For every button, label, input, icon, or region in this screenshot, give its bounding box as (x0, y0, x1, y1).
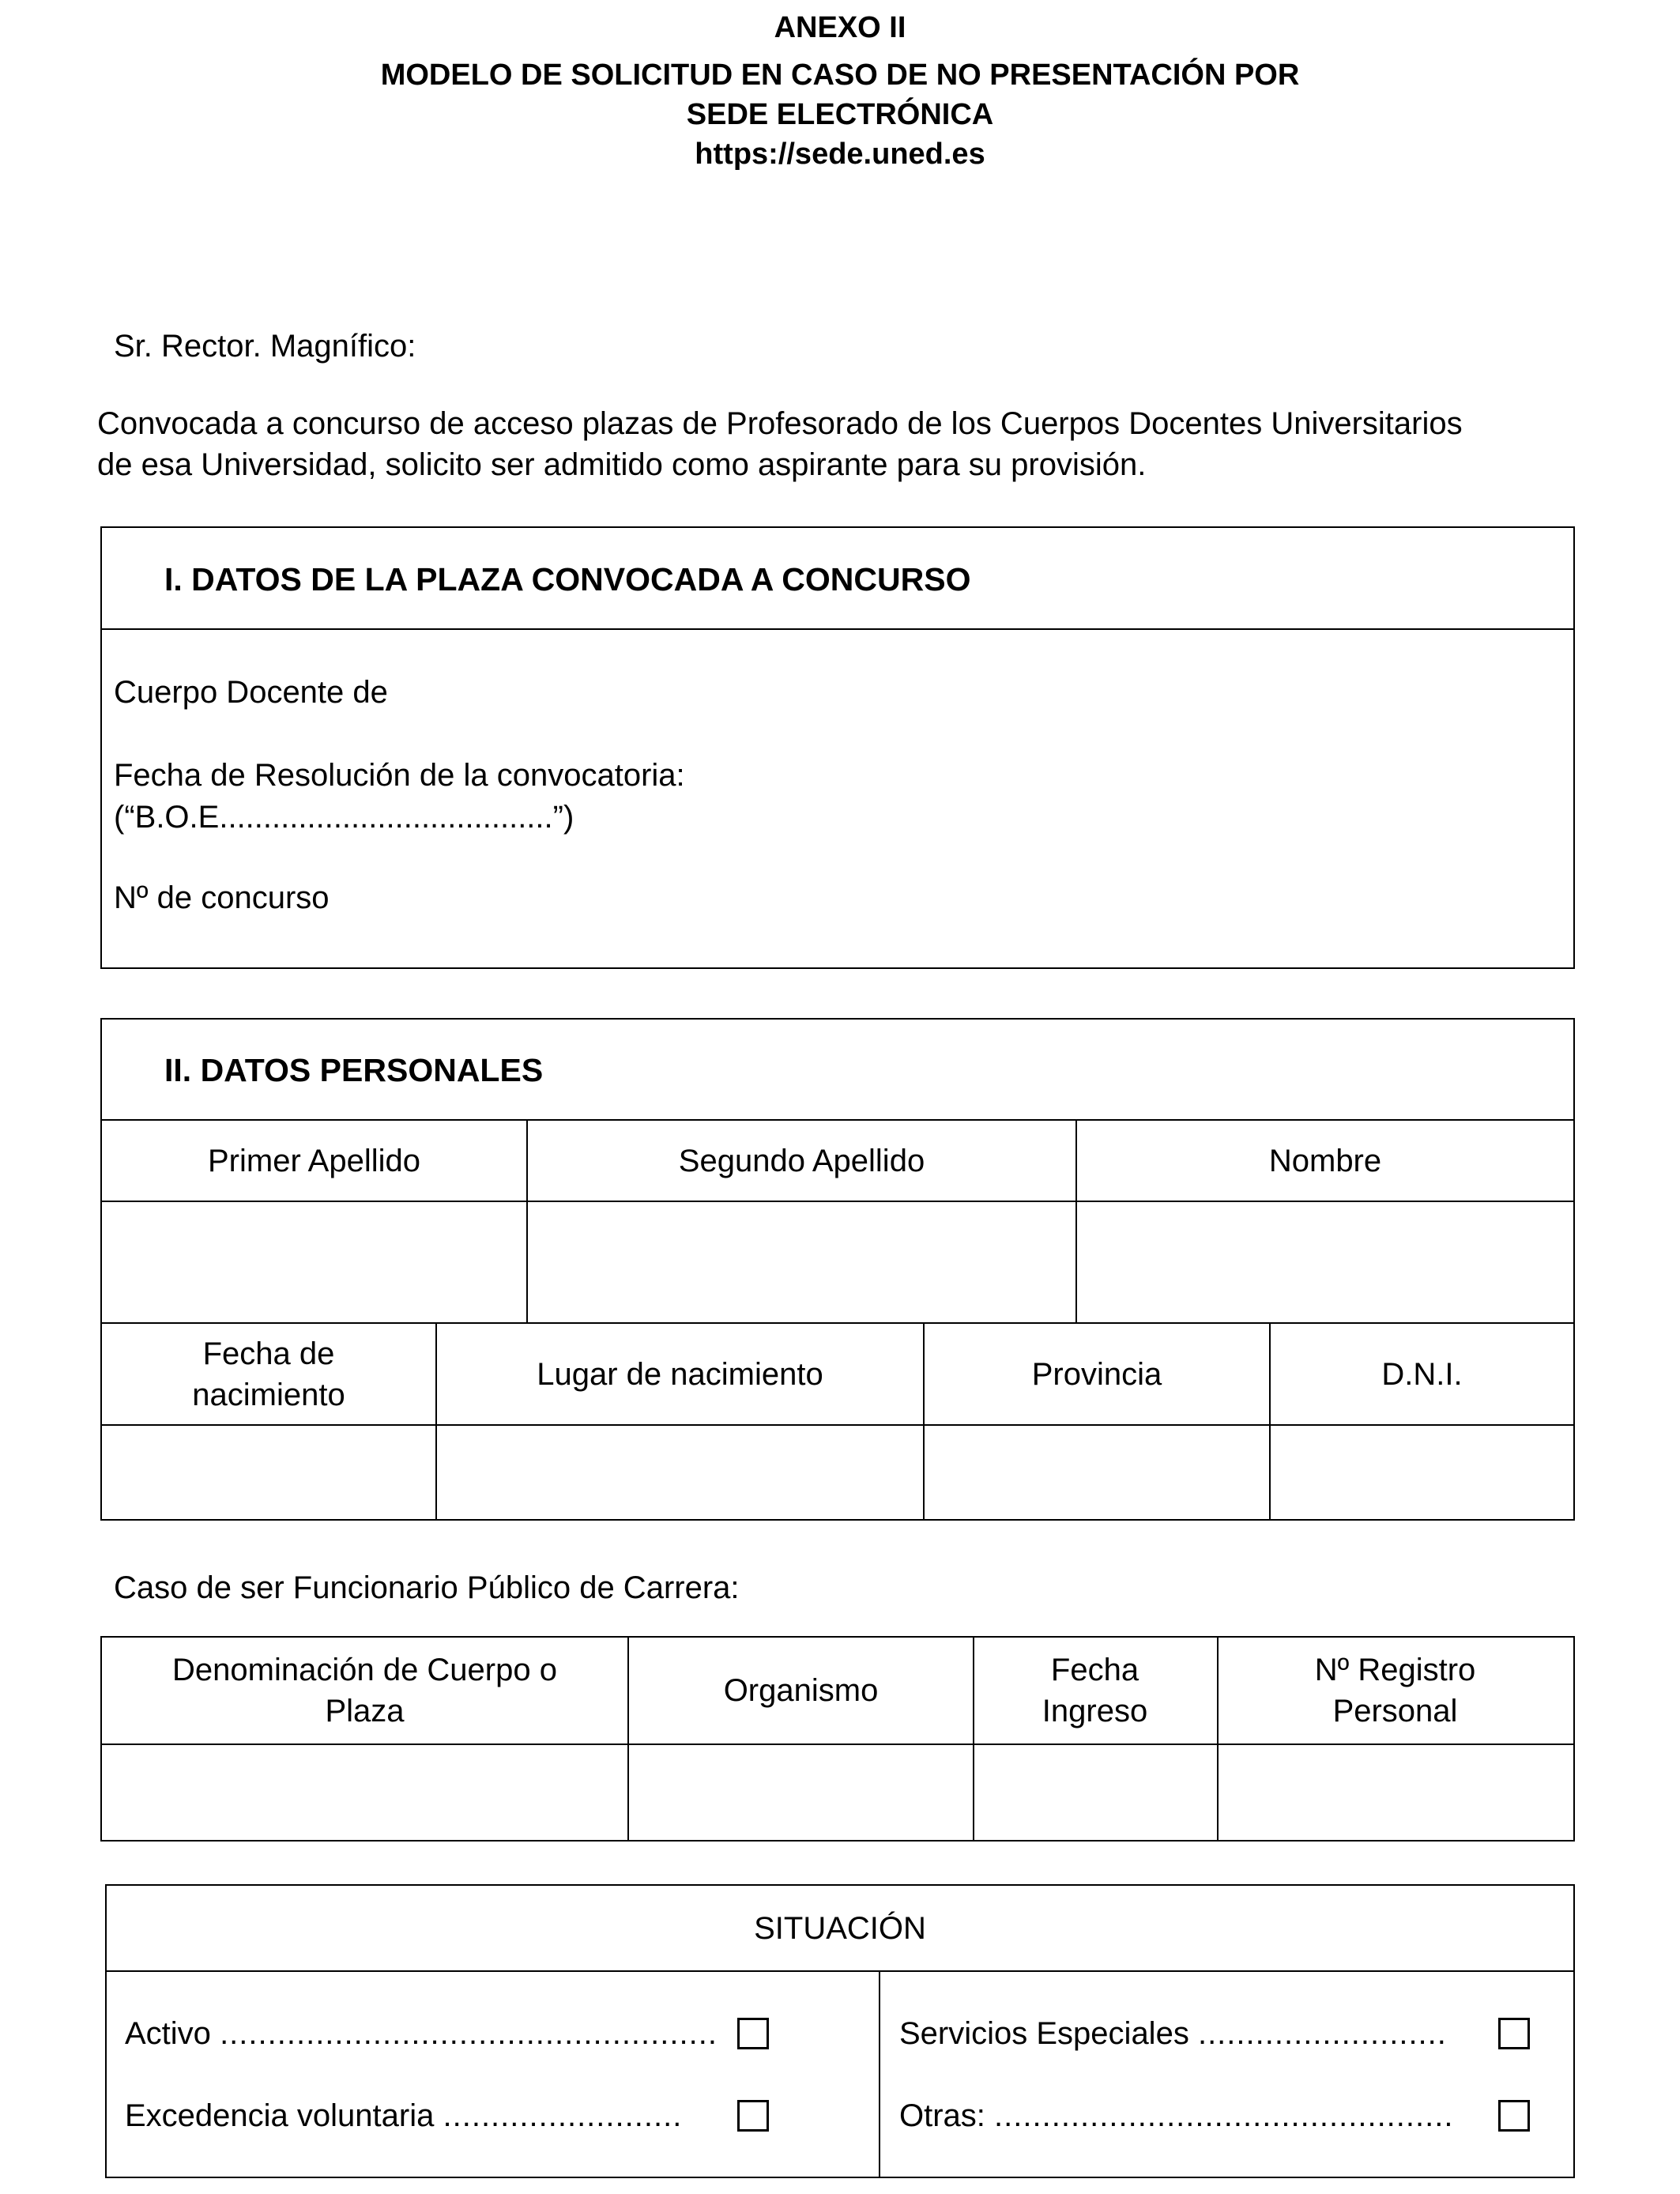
numero-concurso-field[interactable]: Nº de concurso (114, 880, 330, 915)
input-provincia[interactable] (925, 1426, 1269, 1519)
option-servicios-label: Servicios Especiales (899, 2016, 1189, 2051)
option-excedencia-label: Excedencia voluntaria (125, 2098, 435, 2133)
intro-line2: de esa Universidad, solicito ser admitido como aspirante para su provisión. (97, 447, 1147, 482)
situacion-title: SITUACIÓN (754, 1910, 926, 1946)
option-excedencia (125, 2095, 682, 2136)
option-activo-dots: .................................................... (220, 2016, 718, 2051)
header-nombre: Nombre (1268, 1143, 1382, 1178)
input-organismo[interactable] (629, 1745, 973, 1840)
annex-title: ANEXO II (774, 11, 906, 44)
checkbox-activo[interactable] (737, 2018, 769, 2049)
input-lugar-nacimiento[interactable] (437, 1426, 923, 1519)
form-title-line2: SEDE ELECTRÓNICA (686, 98, 994, 131)
checkbox-servicios-especiales[interactable] (1498, 2018, 1530, 2049)
funcionario-label: Caso de ser Funcionario Público de Carrera: (114, 1570, 740, 1605)
intro-line1: Convocada a concurso de acceso plazas de Profesorado de los Cuerpos Docentes Universitarios (97, 406, 1463, 441)
input-primer-apellido[interactable] (102, 1202, 526, 1322)
header-organismo: Organismo (723, 1673, 879, 1708)
salutation: Sr. Rector. Magnífico: (114, 329, 416, 364)
header-lugar-nacimiento: Lugar de nacimiento (537, 1356, 823, 1392)
sede-url: https://sede.uned.es (695, 138, 985, 171)
header-segundo-apellido: Segundo Apellido (678, 1143, 925, 1178)
header-provincia: Provincia (1031, 1356, 1162, 1392)
header-fecha-nacimiento: Fecha de nacimiento (192, 1336, 345, 1412)
section1-title: I. DATOS DE LA PLAZA CONVOCADA A CONCURSO (164, 561, 971, 598)
option-otras (899, 2095, 1453, 2136)
header-primer-apellido: Primer Apellido (207, 1143, 420, 1178)
checkbox-otras[interactable] (1498, 2100, 1530, 2132)
cuerpo-docente-field[interactable]: Cuerpo Docente de (114, 675, 388, 710)
option-excedencia-dots: ......................... (443, 2098, 683, 2133)
input-fecha-nacimiento[interactable] (102, 1426, 435, 1519)
boe-field[interactable]: (“B.O.E......................................”) (114, 800, 574, 835)
input-denominacion[interactable] (102, 1745, 627, 1840)
option-servicios-especiales (899, 2013, 1447, 2054)
option-servicios-dots: .......................... (1197, 2016, 1447, 2051)
input-fecha-ingreso[interactable] (974, 1745, 1217, 1840)
section2-title: II. DATOS PERSONALES (164, 1052, 544, 1088)
option-otras-label: Otras: (899, 2098, 985, 2133)
header-denominacion: Denominación de Cuerpo o Plaza (172, 1653, 557, 1728)
form-title-line1: MODELO DE SOLICITUD EN CASO DE NO PRESENTACIÓN POR (380, 58, 1300, 92)
situacion-col-line (879, 1970, 880, 2178)
option-activo-label: Activo (125, 2016, 211, 2051)
input-registro-personal[interactable] (1219, 1745, 1573, 1840)
checkbox-excedencia[interactable] (737, 2100, 769, 2132)
section1-divider (100, 628, 1575, 630)
fecha-resolucion-field[interactable]: Fecha de Resolución de la convocatoria: (114, 758, 685, 793)
input-segundo-apellido[interactable] (528, 1202, 1075, 1322)
option-activo (125, 2013, 718, 2054)
header-registro-personal: Nº Registro Personal (1314, 1653, 1476, 1728)
header-fecha-ingreso: Fecha Ingreso (1042, 1653, 1148, 1728)
situacion-divider (105, 1970, 1575, 1972)
input-nombre[interactable] (1077, 1202, 1573, 1322)
header-dni: D.N.I. (1381, 1356, 1463, 1392)
input-dni[interactable] (1271, 1426, 1573, 1519)
option-otras-dots: ................................................ (994, 2098, 1454, 2133)
